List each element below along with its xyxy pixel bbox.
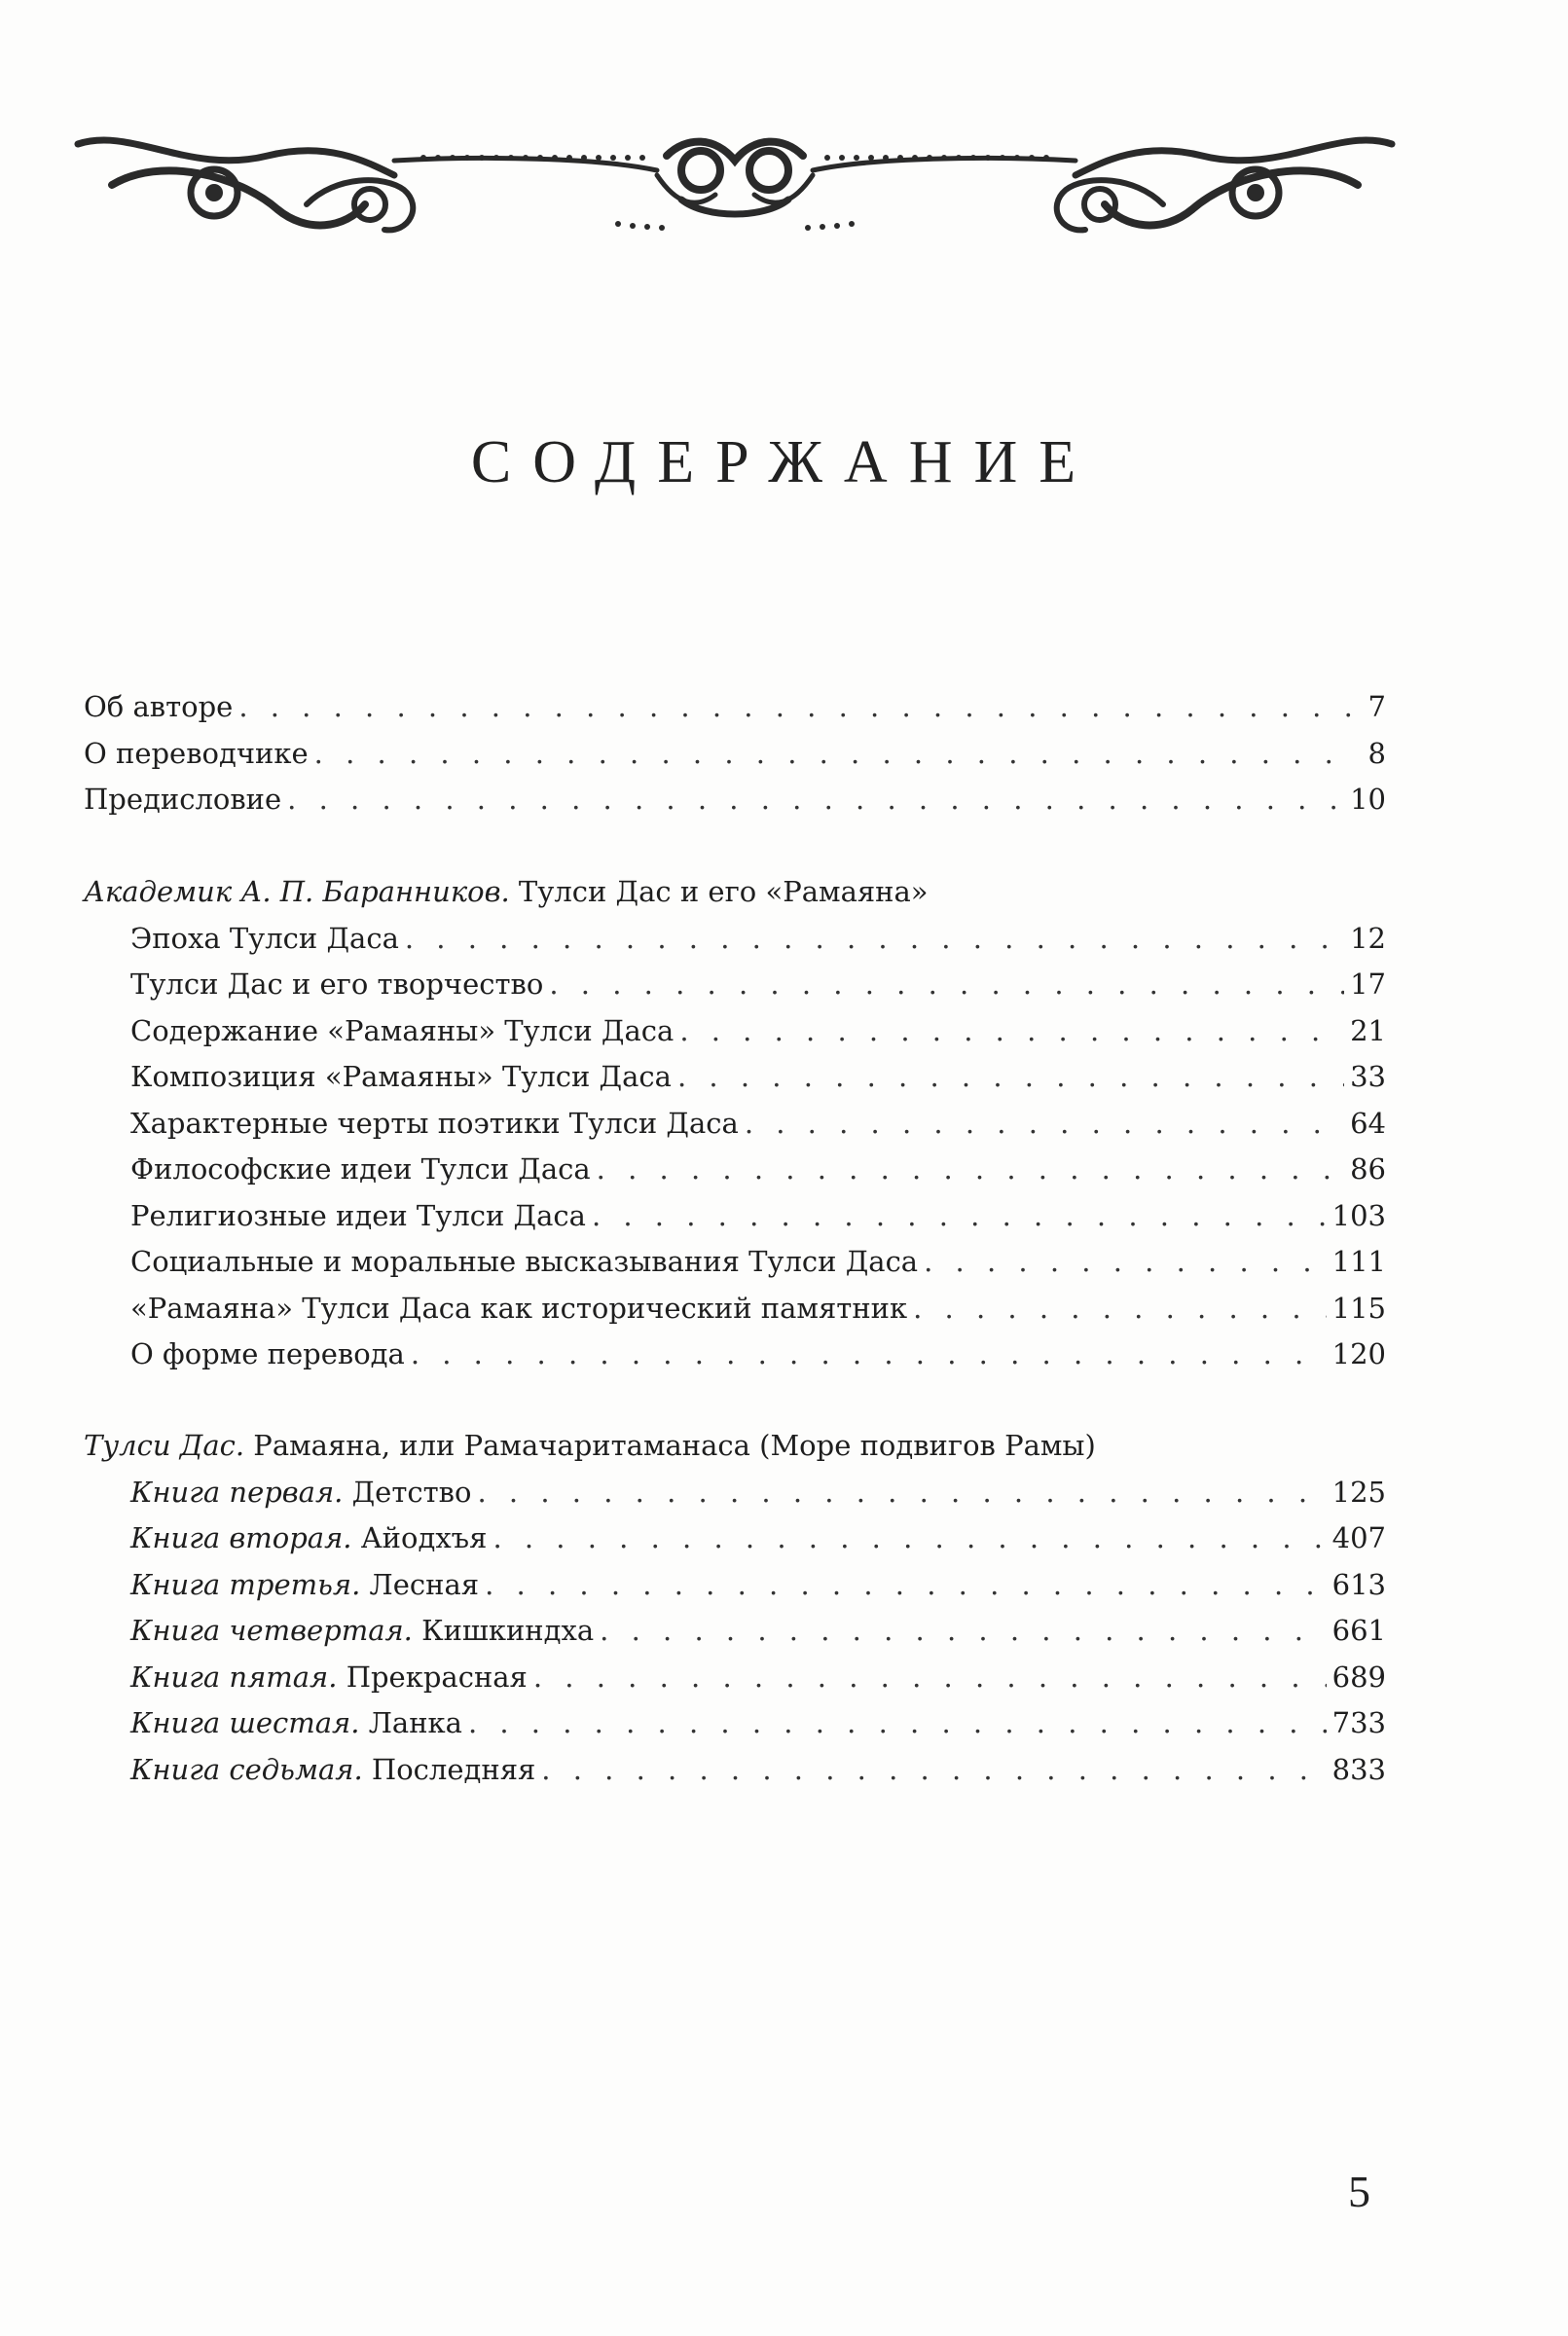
dot-leader — [314, 731, 1351, 778]
toc-label — [130, 1562, 479, 1609]
toc-part-2 — [84, 1423, 1386, 1793]
toc-page: 8 — [1367, 736, 1386, 770]
toc-row[interactable] — [84, 684, 1386, 731]
dot-leader — [924, 1239, 1327, 1286]
toc-row[interactable] — [84, 1008, 1386, 1055]
dot-leader — [745, 1101, 1344, 1148]
dot-leader — [492, 1515, 1326, 1562]
section-heading — [84, 869, 1386, 916]
toc-page: 689 — [1331, 1660, 1386, 1694]
toc-label: Содержание «Рамаяны» Тулси Даса — [130, 1013, 675, 1047]
section-title: Рамаяна, или Рамачаритаманаса (Море подвигов Рамы) — [244, 1429, 1096, 1462]
section-author: Тулси Дас. — [84, 1429, 245, 1462]
section-heading — [84, 1423, 1386, 1470]
toc-page: 33 — [1350, 1060, 1386, 1093]
toc-row[interactable] — [84, 1054, 1386, 1101]
dot-leader — [679, 1008, 1344, 1055]
book-name: Лесная — [360, 1567, 480, 1601]
book-prefix: Книга седьмая. — [130, 1752, 363, 1786]
dot-leader — [541, 1747, 1326, 1794]
toc-page: 12 — [1350, 921, 1386, 955]
toc-label: О форме перевода — [130, 1337, 405, 1370]
toc-row[interactable] — [84, 1239, 1386, 1286]
dot-leader — [600, 1608, 1327, 1655]
book-name: Прекрасная — [337, 1660, 528, 1694]
toc-row[interactable] — [84, 1147, 1386, 1193]
section-author: Академик А. П. Баранников. — [84, 875, 510, 908]
dot-leader — [405, 916, 1344, 963]
toc-label: О переводчике — [84, 736, 309, 770]
section-title: Тулси Дас и его «Рамаяна» — [509, 875, 929, 908]
book-prefix: Книга третья. — [130, 1567, 361, 1601]
book-prefix: Книга пятая. — [130, 1660, 338, 1694]
toc-label: Композиция «Рамаяны» Тулси Даса — [130, 1060, 672, 1093]
toc-row[interactable] — [84, 1700, 1386, 1747]
toc-label: Эпоха Тулси Даса — [130, 921, 399, 955]
book-name: Айодхъя — [351, 1521, 488, 1554]
dot-leader — [238, 684, 1351, 731]
toc-page: 661 — [1331, 1614, 1386, 1647]
toc-label — [130, 1470, 471, 1516]
toc-label — [130, 1747, 535, 1794]
book-prefix: Книга вторая. — [130, 1521, 352, 1554]
dot-leader — [549, 962, 1344, 1008]
dot-leader — [913, 1286, 1327, 1332]
dot-leader — [468, 1700, 1327, 1747]
toc-row[interactable] — [84, 1286, 1386, 1332]
toc-label — [130, 1655, 528, 1701]
toc-page: 21 — [1350, 1013, 1386, 1047]
dot-leader — [485, 1562, 1327, 1609]
toc-label — [130, 1608, 594, 1655]
toc-page: 613 — [1331, 1567, 1386, 1601]
dot-leader — [592, 1193, 1327, 1240]
page-number: 5 — [1348, 2167, 1370, 2216]
toc-page: 103 — [1331, 1198, 1386, 1232]
toc-page: 833 — [1331, 1752, 1386, 1786]
toc-label: Тулси Дас и его творчество — [130, 967, 544, 1001]
toc-label: Предисловие — [84, 783, 282, 816]
dot-leader — [533, 1655, 1327, 1701]
toc-page: 17 — [1350, 967, 1386, 1001]
toc-label: Характерные черты поэтики Тулси Даса — [130, 1106, 739, 1140]
toc-row[interactable] — [84, 777, 1386, 823]
toc-row[interactable] — [84, 1332, 1386, 1378]
toc-label — [130, 1700, 462, 1747]
toc-label: Социальные и моральные высказывания Тулси Даса — [130, 1245, 919, 1278]
dot-leader — [287, 777, 1344, 823]
toc-row[interactable] — [84, 962, 1386, 1008]
toc-page: 7 — [1367, 690, 1386, 723]
book-name: Ланка — [359, 1706, 462, 1739]
toc-label: Об авторе — [84, 690, 234, 723]
page-title: СОДЕРЖАНИЕ — [470, 429, 1098, 495]
toc-row[interactable] — [84, 1655, 1386, 1701]
toc-page: 10 — [1350, 783, 1386, 816]
book-name: Кишкиндха — [412, 1614, 595, 1647]
toc-part-1 — [84, 869, 1386, 1378]
toc-page: 407 — [1331, 1521, 1386, 1554]
dot-leader — [411, 1332, 1327, 1378]
toc-page: 64 — [1350, 1106, 1386, 1140]
ornament-header-icon — [73, 117, 1397, 263]
toc-row[interactable] — [84, 1515, 1386, 1562]
toc-front-matter — [84, 684, 1386, 823]
toc-label: Философские идеи Тулси Даса — [130, 1152, 591, 1186]
toc-row[interactable] — [84, 1747, 1386, 1794]
dot-leader — [477, 1470, 1326, 1516]
toc-row[interactable] — [84, 1193, 1386, 1240]
toc-page: 733 — [1331, 1706, 1386, 1739]
toc-row[interactable] — [84, 731, 1386, 778]
toc-page: 115 — [1331, 1291, 1386, 1325]
toc-page: 125 — [1331, 1475, 1386, 1509]
toc-label: «Рамаяна» Тулси Даса как исторический памятник — [130, 1291, 908, 1325]
dot-leader — [597, 1147, 1344, 1193]
dot-leader — [677, 1054, 1344, 1101]
book-prefix: Книга четвертая. — [130, 1614, 413, 1647]
toc-row[interactable] — [84, 1562, 1386, 1609]
toc-row[interactable] — [84, 1608, 1386, 1655]
toc-row[interactable] — [84, 1470, 1386, 1516]
toc-page: 86 — [1350, 1152, 1386, 1186]
toc-label: Религиозные идеи Тулси Даса — [130, 1198, 586, 1232]
toc-row[interactable] — [84, 916, 1386, 963]
toc-row[interactable] — [84, 1101, 1386, 1148]
toc-label — [130, 1515, 487, 1562]
book-name: Последняя — [362, 1752, 536, 1786]
book-name: Детство — [343, 1475, 472, 1509]
toc-page: 111 — [1331, 1245, 1386, 1278]
book-prefix: Книга первая. — [130, 1475, 344, 1509]
toc-page: 120 — [1331, 1337, 1386, 1370]
book-prefix: Книга шестая. — [130, 1706, 360, 1739]
